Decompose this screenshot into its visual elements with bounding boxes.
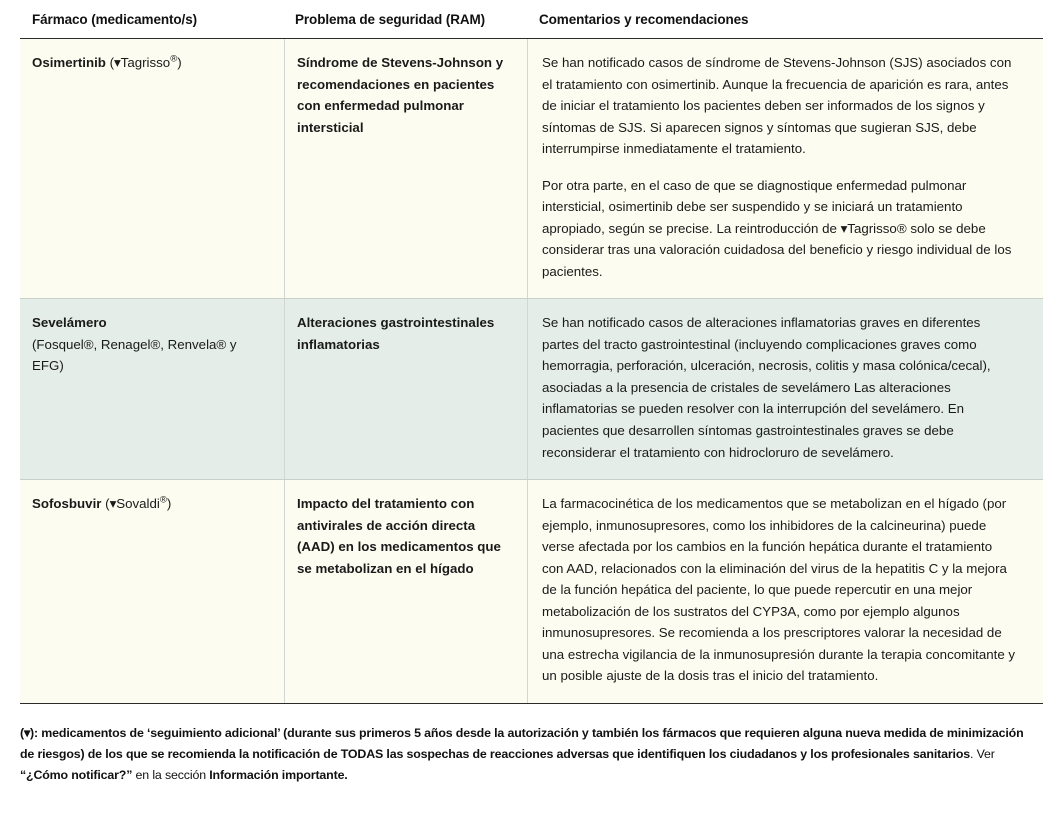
drug-brand: (▾Sovaldi®): [101, 494, 172, 512]
drug-brand: (Fosquel®, Renagel®, Renvela® y EFG): [32, 336, 237, 374]
footnote-light-2: en la sección: [132, 768, 210, 783]
drug-brand: (▾Tagrisso®): [105, 53, 182, 70]
comment-paragraph: Por otra parte, en el caso de que se diagnostique enfermedad pulmonar intersticial, osimertinib debe ser suspendido y se iniciará un tratamiento apropiado, según se precise. La reintroducción de ▾Tagrisso® solo se debe considerar tras una valoración cuidadosa del beneficio y riesgo individual de los pacientes.: [542, 177, 1012, 279]
footnote: [20, 723, 1030, 787]
table-row: [20, 39, 1043, 298]
comment-paragraph: Se han notificado casos de alteraciones inflamatorias graves en diferentes partes del tracto gastrointestinal (incluyendo complicaciones graves como hemorragia, perforación, ulceración, necrosis, colitis y masa colónica/cecal), asociadas a la presencia de cristales de sevelámero Las alteraciones inflamatorias se pueden resolver con la interrupción del sevelámero. En pacientes que desarrollen síntomas gastrointestinales graves se debe reconsiderar el tratamiento con hidrocloruro de sevelámero.: [542, 315, 991, 460]
comments-cell: [528, 39, 1030, 298]
drug-cell: [20, 480, 285, 703]
column-header-farmaco: Fármaco (medicamento/s): [32, 11, 198, 27]
comment-paragraph: La farmacocinética de los medicamentos que se metabolizan en el hígado (por ejemplo, inmunosupresores, como los inhibidores de la calcineurina) puede verse afectada por los cambios en la función hepática durante el tratamiento con AAD, relacionados con la eliminación del virus de la hepatitis C y la mejora de la función hepática del paciente, lo que puede repercutir en una mejor metabolización de los sustratos del CYP3A, como por ejemplo algunos inmunosupresores. Se recomienda a los prescriptores valorar la necesidad de una estrecha vigilancia de la inmunosupresión durante la terapia concomitante y un posible ajuste de la dosis tras el inicio del tratamiento.: [542, 496, 1016, 684]
drug-cell: [20, 39, 285, 298]
comments-cell: [528, 480, 1030, 703]
column-header-comentarios: Comentarios y recomendaciones: [539, 11, 749, 27]
safety-issue-cell: Síndrome de Stevens-Johnson y recomendaciones en pacientes con enfermedad pulmonar intersticial: [285, 39, 528, 298]
drug-name: Sevelámero: [32, 315, 107, 331]
table-row: [20, 479, 1043, 703]
comments-cell: [528, 299, 1030, 479]
safety-table: [20, 38, 1043, 704]
drug-cell: [20, 299, 285, 479]
drug-name: Sofosbuvir: [32, 496, 102, 512]
column-header-problema-seguridad: Problema de seguridad (RAM): [295, 11, 486, 27]
footnote-bold-1: (▾): medicamentos de ‘seguimiento adicional’ (durante sus primeros 5 años desde la autorización y también los fármacos que requieren alguna nueva medida de minimización de riesgos) de los que se recomienda la notificación de TODAS las sospechas de reacciones adversas que identifiquen los ciudadanos y los profesionales sanitarios: [20, 725, 1024, 762]
footnote-light-1: . Ver: [969, 747, 995, 762]
table-row: [20, 298, 1043, 479]
registered-icon: ®: [170, 53, 178, 65]
footnote-link-informacion-importante[interactable]: Información importante.: [209, 768, 348, 783]
safety-issue-cell: Impacto del tratamiento con antivirales de acción directa (AAD) en los medicamentos que se metabolizan en el hígado: [285, 480, 528, 703]
drug-name: Osimertinib: [32, 55, 106, 70]
safety-issue-cell: Alteraciones gastrointestinales inflamatorias: [285, 299, 528, 479]
table-header-row: [20, 0, 1043, 38]
footnote-link-como-notificar[interactable]: “¿Cómo notificar?”: [20, 768, 133, 783]
registered-icon: ®: [159, 494, 167, 506]
comment-paragraph: Se han notificado casos de síndrome de Stevens-Johnson (SJS) asociados con el tratamiento con osimertinib. Aunque la frecuencia de aparición es rara, antes de iniciar el tratamiento los pacientes deben ser informados de los signos y síntomas de SJS. Si aparecen signos y síntomas que sugieran SJS, debe interrumpirse inmediatamente el tratamiento.: [542, 55, 1012, 157]
